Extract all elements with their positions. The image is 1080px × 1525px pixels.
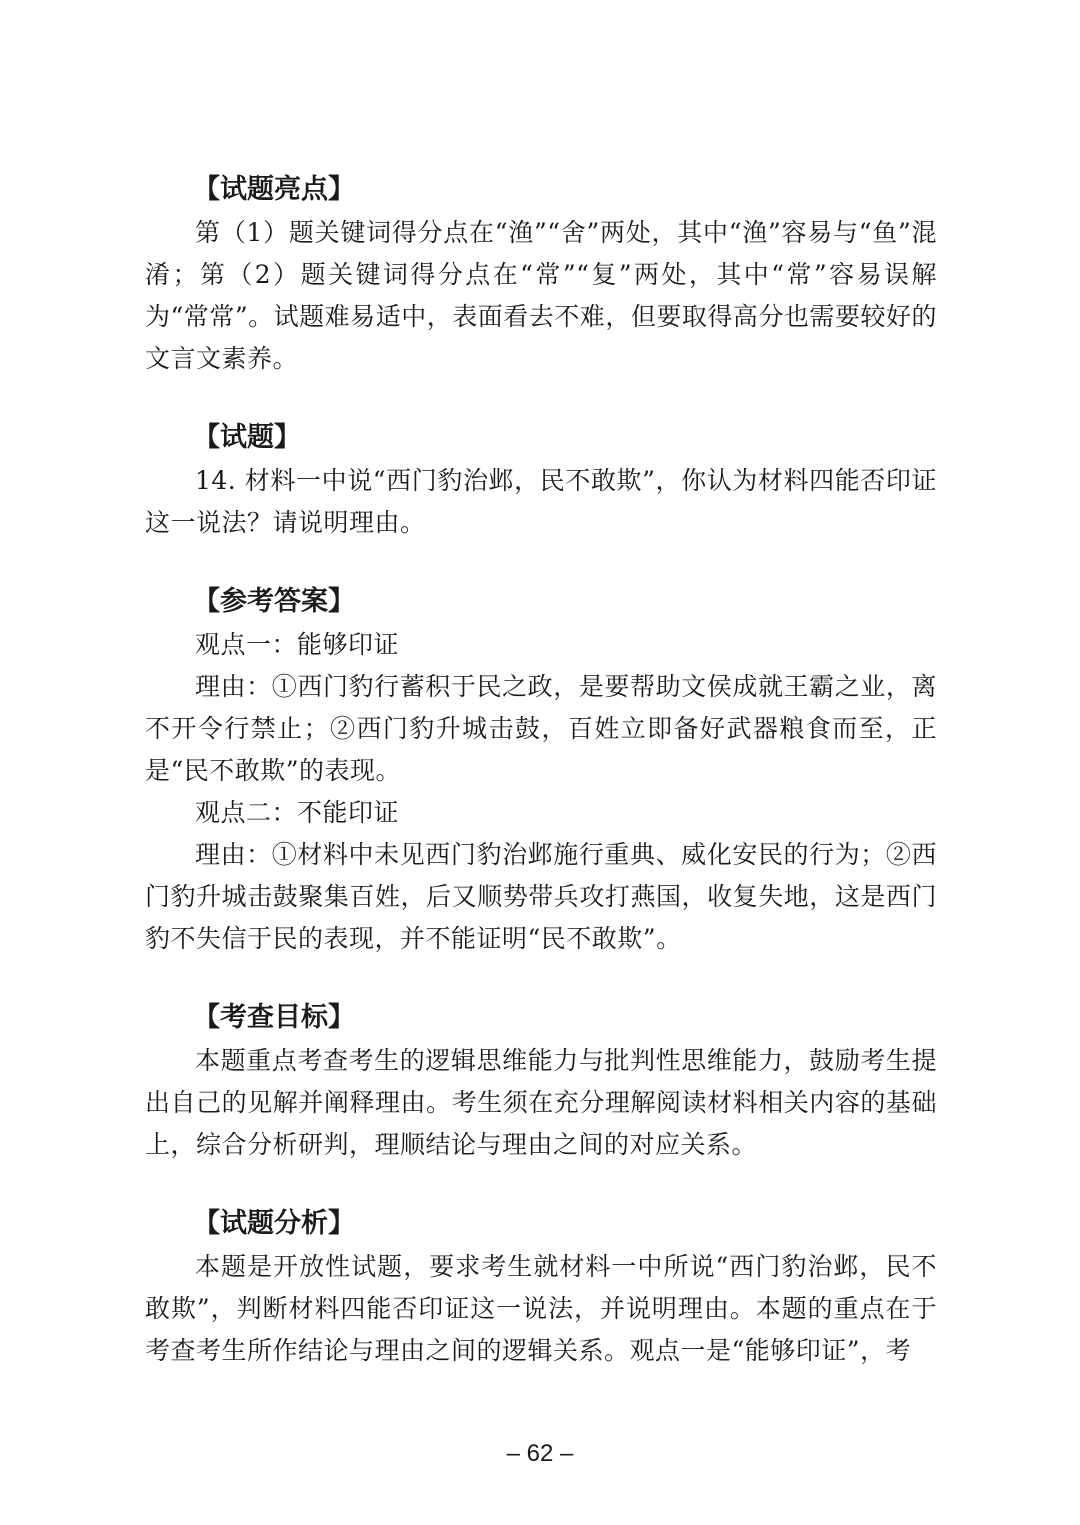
answer-view-two: 观点二：不能印证 — [195, 798, 400, 827]
page-number: – 62 – — [506, 1440, 574, 1467]
section-heading-question: 【试题】 — [193, 422, 301, 453]
analysis-paragraph: 本题是开放性试题，要求考生就材料一中所说“西门豹治邺，民不敢欺”，判断材料四能否印证这一说法，并说明理由。本题的重点在于考查考生所作结论与理由之间的逻辑关系。观点一是“能够印证”，考 — [145, 1252, 937, 1365]
page-content — [145, 168, 937, 1372]
section-heading-answer: 【参考答案】 — [193, 586, 355, 617]
section-heading-analysis: 【试题分析】 — [193, 1208, 355, 1239]
objective-paragraph: 本题重点考查考生的逻辑思维能力与批判性思维能力，鼓励考生提出自己的见解并阐释理由。考生须在充分理解阅读材料相关内容的基础上，综合分析研判，理顺结论与理由之间的对应关系。 — [145, 1046, 937, 1159]
answer-reason-two: 理由：①材料中未见西门豹治邺施行重典、威化安民的行为；②西门豹升城击鼓聚集百姓，后又顺势带兵攻打燕国，收复失地，这是西门豹不失信于民的表现，并不能证明“民不敢欺”。 — [145, 840, 937, 953]
answer-view-one: 观点一：能够印证 — [195, 630, 400, 659]
answer-reason-one: 理由：①西门豹行蓄积于民之政，是要帮助文侯成就王霸之业，离不开令行禁止；②西门豹升城击鼓，百姓立即备好武器粮食而至，正是“民不敢欺”的表现。 — [145, 672, 937, 785]
highlight-paragraph: 第（1）题关键词得分点在“渔”“舍”两处，其中“渔”容易与“鱼”混淆；第（2）题关键词得分点在“常”“复”两处，其中“常”容易误解为“常常”。试题难易适中，表面看去不难，但要取得高分也需要较好的文言文素养。 — [145, 218, 937, 373]
question-paragraph: 14. 材料一中说“西门豹治邺，民不敢欺”，你认为材料四能否印证这一说法？请说明理由。 — [145, 466, 937, 537]
section-heading-objective: 【考查目标】 — [193, 1002, 355, 1033]
section-heading-highlight: 【试题亮点】 — [193, 174, 355, 205]
